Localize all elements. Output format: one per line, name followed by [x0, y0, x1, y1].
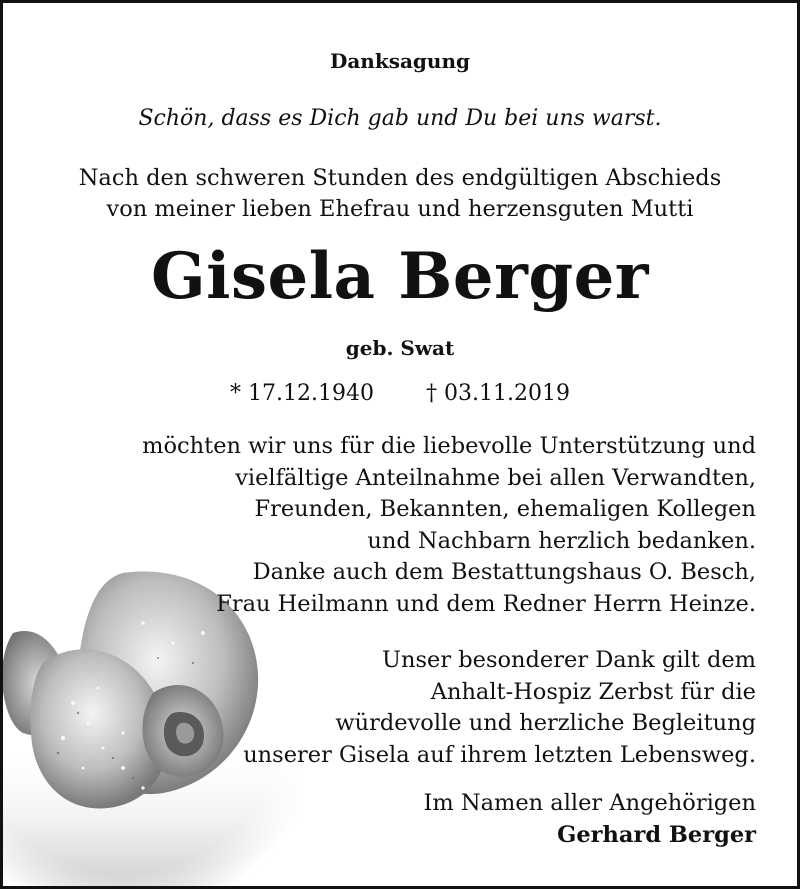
- thanks-line: Danke auch dem Bestattungshaus O. Besch,: [252, 559, 756, 585]
- thanks-line: vielfältige Anteilnahme bei allen Verwandten,: [235, 464, 756, 491]
- special-line: Anhalt-Hospiz Zerbst für die: [430, 678, 756, 705]
- life-dates: [3, 381, 797, 406]
- signer-name: Gerhard Berger: [557, 821, 756, 848]
- notice-title: Danksagung: [330, 49, 470, 73]
- closing-block: [424, 788, 756, 851]
- intro-line: Nach den schweren Stunden des endgültigen Abschieds: [78, 165, 722, 191]
- thanks-line: möchten wir uns für die liebevolle Unterstützung und: [142, 433, 756, 459]
- closing-text: Im Namen aller Angehörigen: [423, 790, 756, 816]
- special-line: Unser besonderer Dank gilt dem: [382, 647, 756, 673]
- intro-line: von meiner lieben Ehefrau und herzensguten Mutti: [106, 196, 694, 222]
- special-thanks-paragraph: [243, 645, 756, 771]
- thanks-line: Freunden, Bekannten, ehemaligen Kollegen: [254, 496, 756, 522]
- thanks-line: Frau Heilmann und dem Redner Herrn Heinze.: [216, 590, 756, 617]
- birth-date: * 17.12.1940: [230, 381, 374, 406]
- motto-text: Schön, dass es Dich gab und Du bei uns warst.: [138, 106, 662, 131]
- special-line: würdevolle und herzliche Begleitung: [335, 710, 756, 736]
- special-line: unserer Gisela auf ihrem letzten Lebensweg.: [243, 741, 756, 768]
- thanks-paragraph: [142, 431, 756, 620]
- death-date: † 03.11.2019: [426, 381, 570, 406]
- deceased-name: Gisela Berger: [151, 239, 649, 314]
- birth-name: geb. Swat: [345, 336, 455, 360]
- intro-text: [3, 163, 797, 225]
- thanks-line: und Nachbarn herzlich bedanken.: [367, 527, 756, 554]
